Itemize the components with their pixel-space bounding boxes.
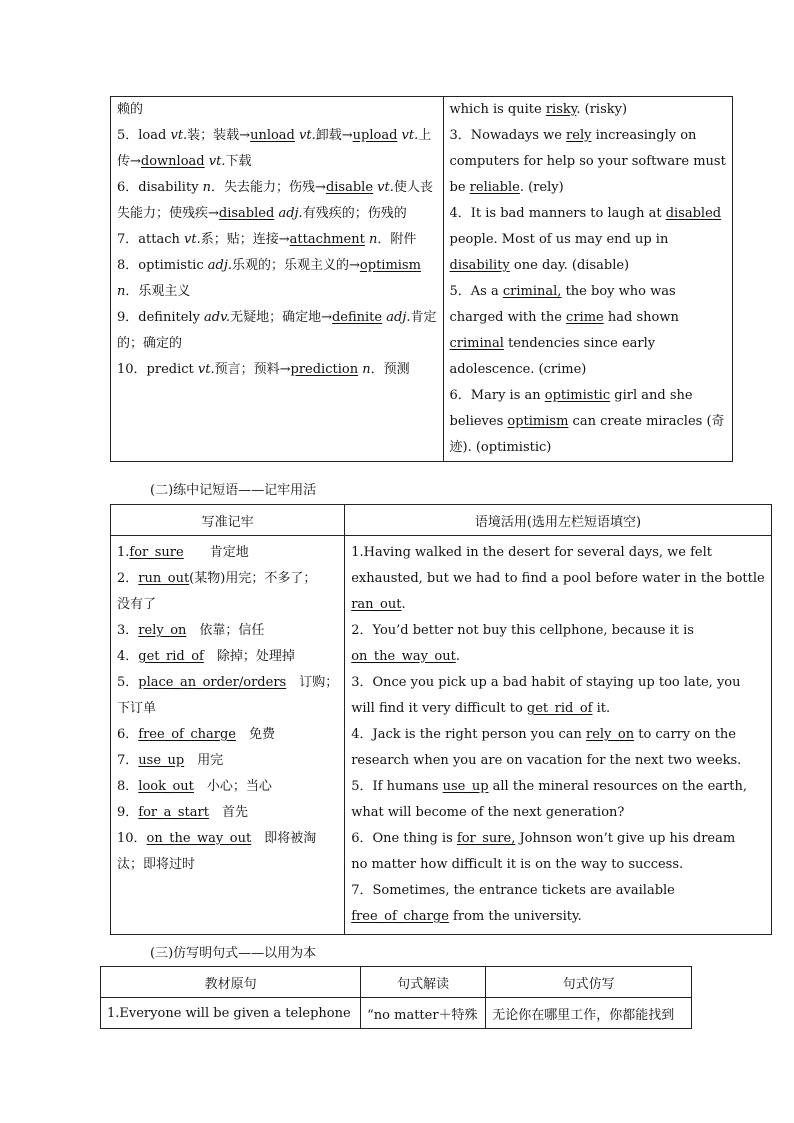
sentence-col3-header: 句式仿写 (486, 967, 692, 998)
text-segment: vt. (208, 154, 226, 169)
text-line (351, 618, 764, 644)
phrase-right-lines (351, 540, 764, 930)
text-line (351, 644, 764, 670)
text-segment: . (401, 597, 406, 612)
text-segment: 的；确定的 (117, 336, 183, 351)
section2-heading: (二)练中记短语——记牢用活 (150, 483, 317, 498)
text-segment: from the university. (448, 909, 582, 924)
answer-blank: criminal, (502, 284, 562, 299)
text-segment: 预言；预料→ (214, 362, 291, 377)
answer-blank: rely_on (586, 727, 635, 742)
text-segment: 6．disability (117, 180, 203, 195)
answer-blank: free_of_charge (138, 727, 236, 742)
text-segment: increasingly on (591, 128, 697, 143)
text-line (450, 123, 726, 149)
answer-blank: upload (352, 128, 398, 143)
sentence-col2-header: 句式解读 (361, 967, 486, 998)
text-segment: adj. (386, 310, 411, 325)
text-segment: 4．It is bad manners to laugh at (449, 206, 666, 221)
text-segment: (某物)用完；不多了； (189, 571, 317, 586)
answer-blank: rely_on (138, 623, 187, 638)
text-line (117, 201, 437, 227)
text-segment: all the mineral resources on the earth, (488, 779, 747, 794)
text-segment: 4． (117, 649, 139, 664)
text-segment: 9．definitely (117, 310, 205, 325)
text-line (117, 618, 338, 644)
text-segment: 没有了 (117, 597, 157, 612)
text-segment: 肯定 (410, 310, 437, 325)
text-line (450, 253, 726, 279)
answer-blank: definite (331, 310, 383, 325)
text-line (117, 748, 338, 774)
text-segment: tendencies since early (503, 336, 656, 351)
answer-blank: unload (250, 128, 295, 143)
text-segment: 2．You’d better not buy this cellphone, because it is (351, 623, 694, 638)
text-line (117, 566, 338, 592)
text-line (351, 722, 764, 748)
text-line (450, 435, 726, 461)
phrase-right-cell (345, 536, 771, 935)
text-segment: adv. (204, 310, 231, 325)
text-line (450, 305, 726, 331)
text-segment: 除掉；处理掉 (203, 649, 295, 664)
text-line (351, 540, 764, 566)
text-line (117, 227, 437, 253)
answer-blank: crime (566, 310, 604, 325)
phrase-left-cell (111, 536, 345, 935)
text-segment: ．预测 (370, 362, 410, 377)
text-segment: 7． (117, 753, 139, 768)
text-line (351, 670, 764, 696)
text-segment: vt. (299, 128, 316, 143)
text-segment: . (risky) (576, 102, 628, 117)
text-segment: 上 (418, 128, 432, 143)
text-segment: 订购； (286, 675, 339, 690)
text-segment: 首先 (208, 805, 248, 820)
text-segment: computers for help so your software must (449, 154, 726, 169)
text-segment: . (455, 649, 460, 664)
text-segment: Johnson won’t give up his dream (515, 831, 736, 846)
answer-blank: on_the_way_out (146, 831, 252, 846)
answer-blank: place_an_order/orders (138, 675, 287, 690)
text-segment: n (117, 284, 126, 299)
vocab-left-lines (117, 97, 437, 383)
text-segment: ．乐观主义 (125, 284, 191, 299)
text-segment: no matter how difficult it is on the way to success. (351, 857, 684, 872)
text-line (351, 592, 764, 618)
text-segment: vt. (170, 128, 188, 143)
text-segment: 即将被淘 (251, 831, 317, 846)
text-segment: adolescence. (crime) (449, 362, 587, 377)
vocab-left-cell (111, 97, 444, 462)
text-segment: 系；贴；连接→ (200, 232, 290, 247)
text-segment: what will become of the next generation? (351, 805, 625, 820)
text-segment: to carry on the (634, 727, 736, 742)
text-line (450, 357, 726, 383)
text-line (117, 305, 437, 331)
text-segment: 5．If humans (351, 779, 443, 794)
text-line (450, 331, 726, 357)
text-segment: exhausted, but we had to find a pool before water in the bottle (351, 571, 765, 586)
text-segment: ．失去能力；伤残→ (211, 180, 326, 195)
answer-blank: disabled (665, 206, 722, 221)
answer-blank: attachment (289, 232, 365, 247)
text-segment: 传→ (117, 154, 141, 169)
answer-blank: ran_out (351, 597, 402, 612)
text-line (450, 149, 726, 175)
text-segment: one day. (disable) (509, 258, 630, 273)
text-line (117, 331, 437, 357)
answer-blank: optimistic (544, 388, 611, 403)
text-segment: 下载 (225, 154, 252, 169)
text-segment: vt. (184, 232, 201, 247)
text-line (351, 696, 764, 722)
text-line (450, 409, 726, 435)
text-segment: ．附件 (377, 232, 417, 247)
text-segment: adj. (278, 206, 303, 221)
text-segment: 7．attach (117, 232, 185, 247)
text-segment: 4．Jack is the right person you can (351, 727, 586, 742)
text-segment: 迹). (optimistic) (449, 440, 552, 455)
sentence-table (100, 966, 692, 1029)
text-segment: the boy who was (561, 284, 676, 299)
text-line (117, 357, 437, 383)
sentence-analysis: “no matter＋特殊 (361, 998, 486, 1029)
text-segment: n (362, 362, 371, 377)
answer-blank: look_out (138, 779, 194, 794)
section3-heading: (三)仿写明句式——以用为本 (150, 946, 317, 961)
text-line (450, 279, 726, 305)
text-line (450, 175, 726, 201)
text-segment: people. Most of us may end up in (449, 232, 669, 247)
text-segment: 卸载→ (315, 128, 353, 143)
text-segment: can create miracles (奇 (568, 414, 725, 429)
text-segment: 3．Nowadays we (449, 128, 567, 143)
text-segment: 用完 (184, 753, 224, 768)
answer-blank: optimism (359, 258, 421, 273)
text-segment: 3． (117, 623, 139, 638)
text-segment: 10．predict (117, 362, 198, 377)
text-segment: which is quite (449, 102, 546, 117)
text-line (117, 540, 338, 566)
text-line (351, 826, 764, 852)
vocab-right-cell (443, 97, 732, 462)
text-segment: 肯定地 (183, 545, 249, 560)
text-segment: adj. (207, 258, 233, 273)
text-segment: 汰；即将过时 (117, 857, 196, 872)
text-segment: girl and she (610, 388, 693, 403)
vocab-right-lines (450, 97, 726, 461)
answer-blank: disable (325, 180, 374, 195)
text-segment: 9． (117, 805, 139, 820)
answer-blank: disabled (218, 206, 275, 221)
text-segment: vt. (401, 128, 419, 143)
text-line (351, 904, 764, 930)
text-segment: charged with the (449, 310, 567, 325)
text-line (117, 279, 437, 305)
text-line (117, 175, 437, 201)
text-line (450, 383, 726, 409)
vocab-table (110, 96, 733, 462)
text-segment: 5． (117, 675, 139, 690)
text-segment: it. (592, 701, 611, 716)
answer-blank: prediction (290, 362, 359, 377)
text-line (117, 644, 338, 670)
text-segment: vt. (197, 362, 215, 377)
sentence-col1-header: 教材原句 (101, 967, 361, 998)
text-segment: be (449, 180, 470, 195)
text-segment: 6．Mary is an (449, 388, 545, 403)
answer-blank: risky (545, 102, 577, 117)
text-segment: believes (449, 414, 508, 429)
answer-blank: get_rid_of (138, 649, 204, 664)
text-line (351, 774, 764, 800)
answer-blank: criminal (449, 336, 504, 351)
phrase-left-lines (117, 540, 338, 878)
text-segment: 失能力；使残疾→ (117, 206, 219, 221)
answer-blank: for_sure (129, 545, 184, 560)
answer-blank: on_the_way_out (351, 649, 456, 664)
text-segment: 依靠；信任 (186, 623, 265, 638)
text-segment: 5．As a (449, 284, 503, 299)
text-segment: had shown (603, 310, 679, 325)
text-line (450, 97, 726, 123)
text-segment: n (202, 180, 212, 195)
text-line (351, 852, 764, 878)
text-line (450, 227, 726, 253)
answer-blank: download (140, 154, 205, 169)
text-segment: 免费 (235, 727, 275, 742)
text-segment: 8． (117, 779, 139, 794)
text-segment: 5．load (117, 128, 171, 143)
text-segment: 1. (117, 545, 130, 560)
answer-blank: rely (566, 128, 592, 143)
text-segment: 装；装载→ (187, 128, 251, 143)
text-line (117, 800, 338, 826)
text-segment: 乐观的；乐观主义的→ (232, 258, 360, 273)
text-line (351, 748, 764, 774)
text-line (351, 566, 764, 592)
phrase-col1-header: 写准记牢 (111, 505, 345, 536)
text-line (117, 774, 338, 800)
text-segment: 3．Once you pick up a bad habit of staying up too late, you (351, 675, 741, 690)
text-segment: . (rely) (519, 180, 564, 195)
text-segment: research when you are on vacation for the next two weeks. (351, 753, 742, 768)
text-segment: 8．optimistic (117, 258, 208, 273)
text-line (351, 800, 764, 826)
text-segment: 使人丧 (393, 180, 433, 195)
sentence-original: 1.Everyone will be given a telephone (101, 998, 361, 1029)
text-segment: 小心；当心 (193, 779, 272, 794)
answer-blank: get_rid_of (526, 701, 593, 716)
text-segment: will find it very difficult to (351, 701, 527, 716)
text-line (117, 696, 338, 722)
answer-blank: optimism (507, 414, 569, 429)
text-segment: 下订单 (117, 701, 157, 716)
text-segment: 6．One thing is (351, 831, 457, 846)
sentence-imitation: 无论你在哪里工作，你都能找到 (486, 998, 692, 1029)
text-line (117, 826, 338, 852)
text-line (117, 852, 338, 878)
text-line (450, 201, 726, 227)
answer-blank: reliable (469, 180, 520, 195)
phrase-table (110, 504, 772, 935)
text-line (117, 97, 437, 123)
text-line (117, 253, 437, 279)
text-segment: 赖的 (117, 102, 144, 117)
text-segment: vt. (377, 180, 394, 195)
text-line (117, 123, 437, 149)
text-segment: 10． (117, 831, 147, 846)
answer-blank: for_a_start (138, 805, 209, 820)
text-segment: 2． (117, 571, 139, 586)
answer-blank: use_up (442, 779, 489, 794)
text-line (117, 670, 338, 696)
answer-blank: for_sure, (456, 831, 516, 846)
text-segment: 6． (117, 727, 139, 742)
text-line (117, 149, 437, 175)
text-line (351, 878, 764, 904)
text-line (117, 592, 338, 618)
phrase-col2-header: 语境活用(选用左栏短语填空) (345, 505, 771, 536)
answer-blank: disability (449, 258, 510, 273)
text-segment: 有残疾的；伤残的 (302, 206, 407, 221)
text-segment: 7．Sometimes, the entrance tickets are available (351, 883, 675, 898)
text-segment: n (369, 232, 378, 247)
answer-blank: use_up (138, 753, 185, 768)
text-line (117, 722, 338, 748)
answer-blank: run_out (138, 571, 190, 586)
text-segment: 无疑地；确定地→ (230, 310, 332, 325)
answer-blank: free_of_charge (351, 909, 449, 924)
text-segment: 1.Having walked in the desert for several days, we felt (351, 545, 712, 560)
